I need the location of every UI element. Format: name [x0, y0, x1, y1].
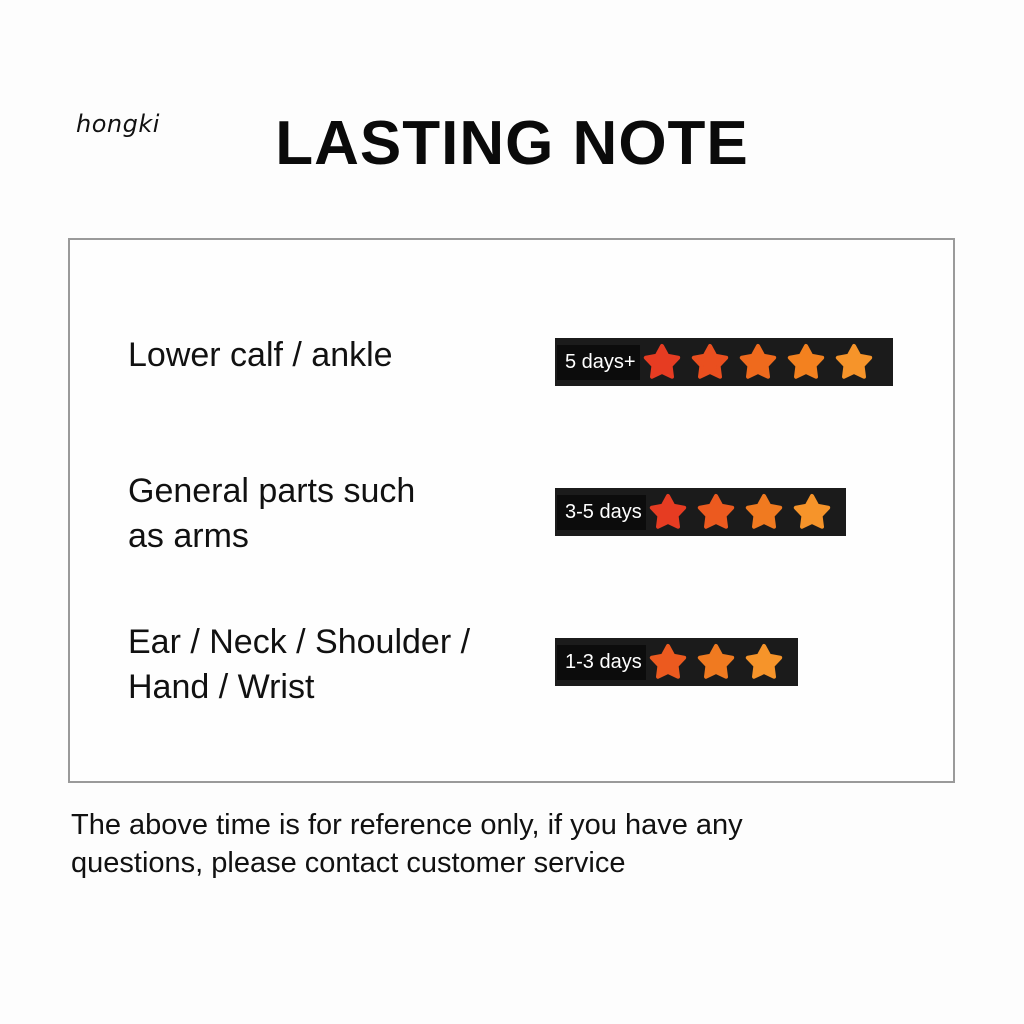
duration-text: 1-3 days — [557, 645, 646, 680]
row-label-general-parts — [128, 469, 415, 559]
star-icon — [690, 342, 730, 382]
row-label-ear-neck — [128, 620, 470, 710]
star-icon — [642, 342, 682, 382]
star-icon — [738, 342, 778, 382]
row-label-line: General parts such — [128, 472, 416, 510]
star-icon — [696, 642, 736, 682]
row-label-line: as arms — [128, 517, 249, 555]
duration-bar-5-days — [555, 338, 893, 386]
star-icon — [834, 342, 874, 382]
row-label-lower-calf — [128, 333, 393, 378]
duration-bar-1-3-days — [555, 638, 798, 686]
duration-text: 5 days+ — [557, 345, 640, 380]
row-label-line: Ear / Neck / Shoulder / — [128, 623, 471, 661]
star-icon — [786, 342, 826, 382]
star-icon — [648, 642, 688, 682]
star-icon — [792, 492, 832, 532]
duration-text: 3-5 days — [557, 495, 646, 530]
star-rating — [642, 342, 882, 382]
row-label-line: Hand / Wrist — [128, 668, 315, 706]
star-icon — [648, 492, 688, 532]
row-label-line: Lower calf / ankle — [128, 336, 393, 374]
duration-bar-3-5-days — [555, 488, 846, 536]
note-line: The above time is for reference only, if you have any — [71, 809, 743, 841]
star-icon — [696, 492, 736, 532]
note-line: questions, please contact customer service — [71, 847, 626, 879]
brand-logo: hongki — [76, 110, 160, 138]
disclaimer-note — [71, 806, 743, 882]
star-icon — [744, 642, 784, 682]
star-rating — [648, 642, 792, 682]
star-rating — [648, 492, 840, 532]
star-icon — [744, 492, 784, 532]
page-title: LASTING NOTE — [275, 109, 749, 178]
